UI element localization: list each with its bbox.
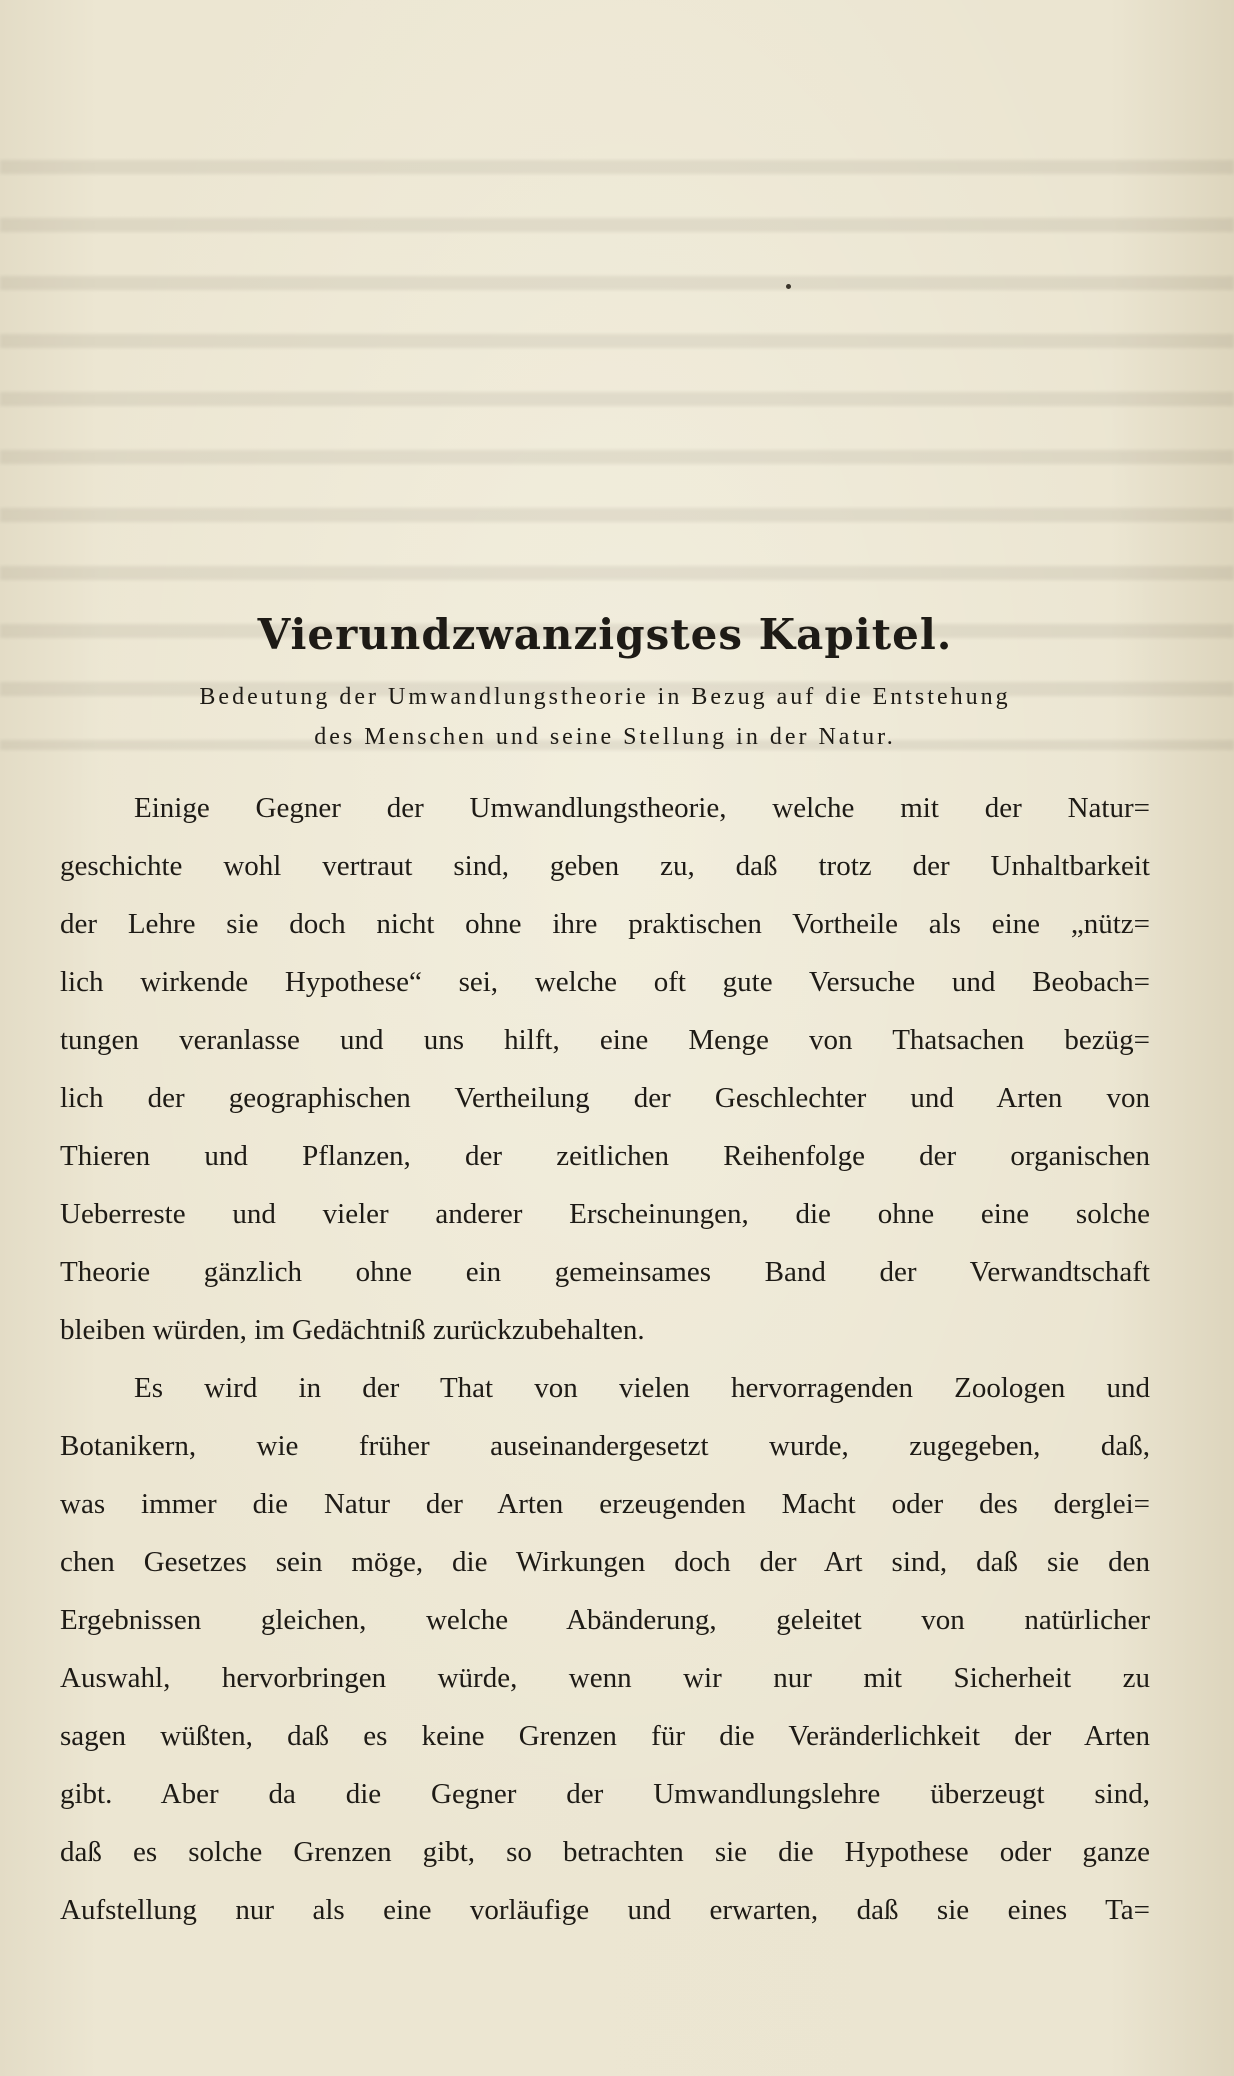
chapter-subtitle [60,677,1150,757]
paragraph-1 [60,779,1150,1359]
text-line: Botanikern, wie früher auseinandergesetzt wurde, zugegeben, daß, [60,1430,1150,1462]
text-line: tungen veranlasse und uns hilft, eine Menge von Thatsachen bezüg= [60,1024,1150,1056]
text-line: Einige Gegner der Umwandlungstheorie, welche mit der Natur= [134,792,1150,824]
text-line: lich der geographischen Vertheilung der Geschlechter und Arten von [60,1082,1150,1114]
text-line: Ergebnissen gleichen, welche Abänderung, geleitet von natürlicher [60,1604,1150,1636]
text-line: Aufstellung nur als eine vorläufige und erwarten, daß sie eines Ta= [60,1894,1150,1926]
text-line: Es wird in der That von vielen hervorragenden Zoologen und [134,1372,1150,1404]
text-line: gibt. Aber da die Gegner der Umwandlungslehre überzeugt sind, [60,1778,1150,1810]
subtitle-line: des Menschen und seine Stellung in der Natur. [314,724,896,750]
text-line: Auswahl, hervorbringen würde, wenn wir nur mit Sicherheit zu [60,1662,1150,1694]
text-line: was immer die Natur der Arten erzeugenden Macht oder des derglei= [60,1488,1150,1520]
text-line: bleiben würden, im Gedächtniß zurückzubehalten. [60,1314,645,1346]
ink-spot [786,284,791,289]
text-line: Theorie gänzlich ohne ein gemeinsames Band der Verwandtschaft [60,1256,1150,1288]
paragraph-2 [60,1359,1150,1939]
text-line: daß es solche Grenzen gibt, so betrachten sie die Hypothese oder ganze [60,1836,1150,1868]
subtitle-line: Bedeutung der Umwandlungstheorie in Bezug auf die Entstehung [199,684,1011,710]
text-line: der Lehre sie doch nicht ohne ihre praktischen Vortheile als eine „nütz= [60,908,1150,940]
chapter-title: Vierundzwanzigstes Kapitel. [257,610,953,659]
text-line: geschichte wohl vertraut sind, geben zu, daß trotz der Unhaltbarkeit [60,850,1150,882]
text-line: Ueberreste und vieler anderer Erscheinungen, die ohne eine solche [60,1198,1150,1230]
text-line: sagen wüßten, daß es keine Grenzen für die Veränderlichkeit der Arten [60,1720,1150,1752]
text-line: lich wirkende Hypothese“ sei, welche oft gute Versuche und Beobach= [60,966,1150,998]
text-line: chen Gesetzes sein möge, die Wirkungen doch der Art sind, daß sie den [60,1546,1150,1578]
page-content [60,610,1150,1939]
text-line: Thieren und Pflanzen, der zeitlichen Reihenfolge der organischen [60,1140,1150,1172]
